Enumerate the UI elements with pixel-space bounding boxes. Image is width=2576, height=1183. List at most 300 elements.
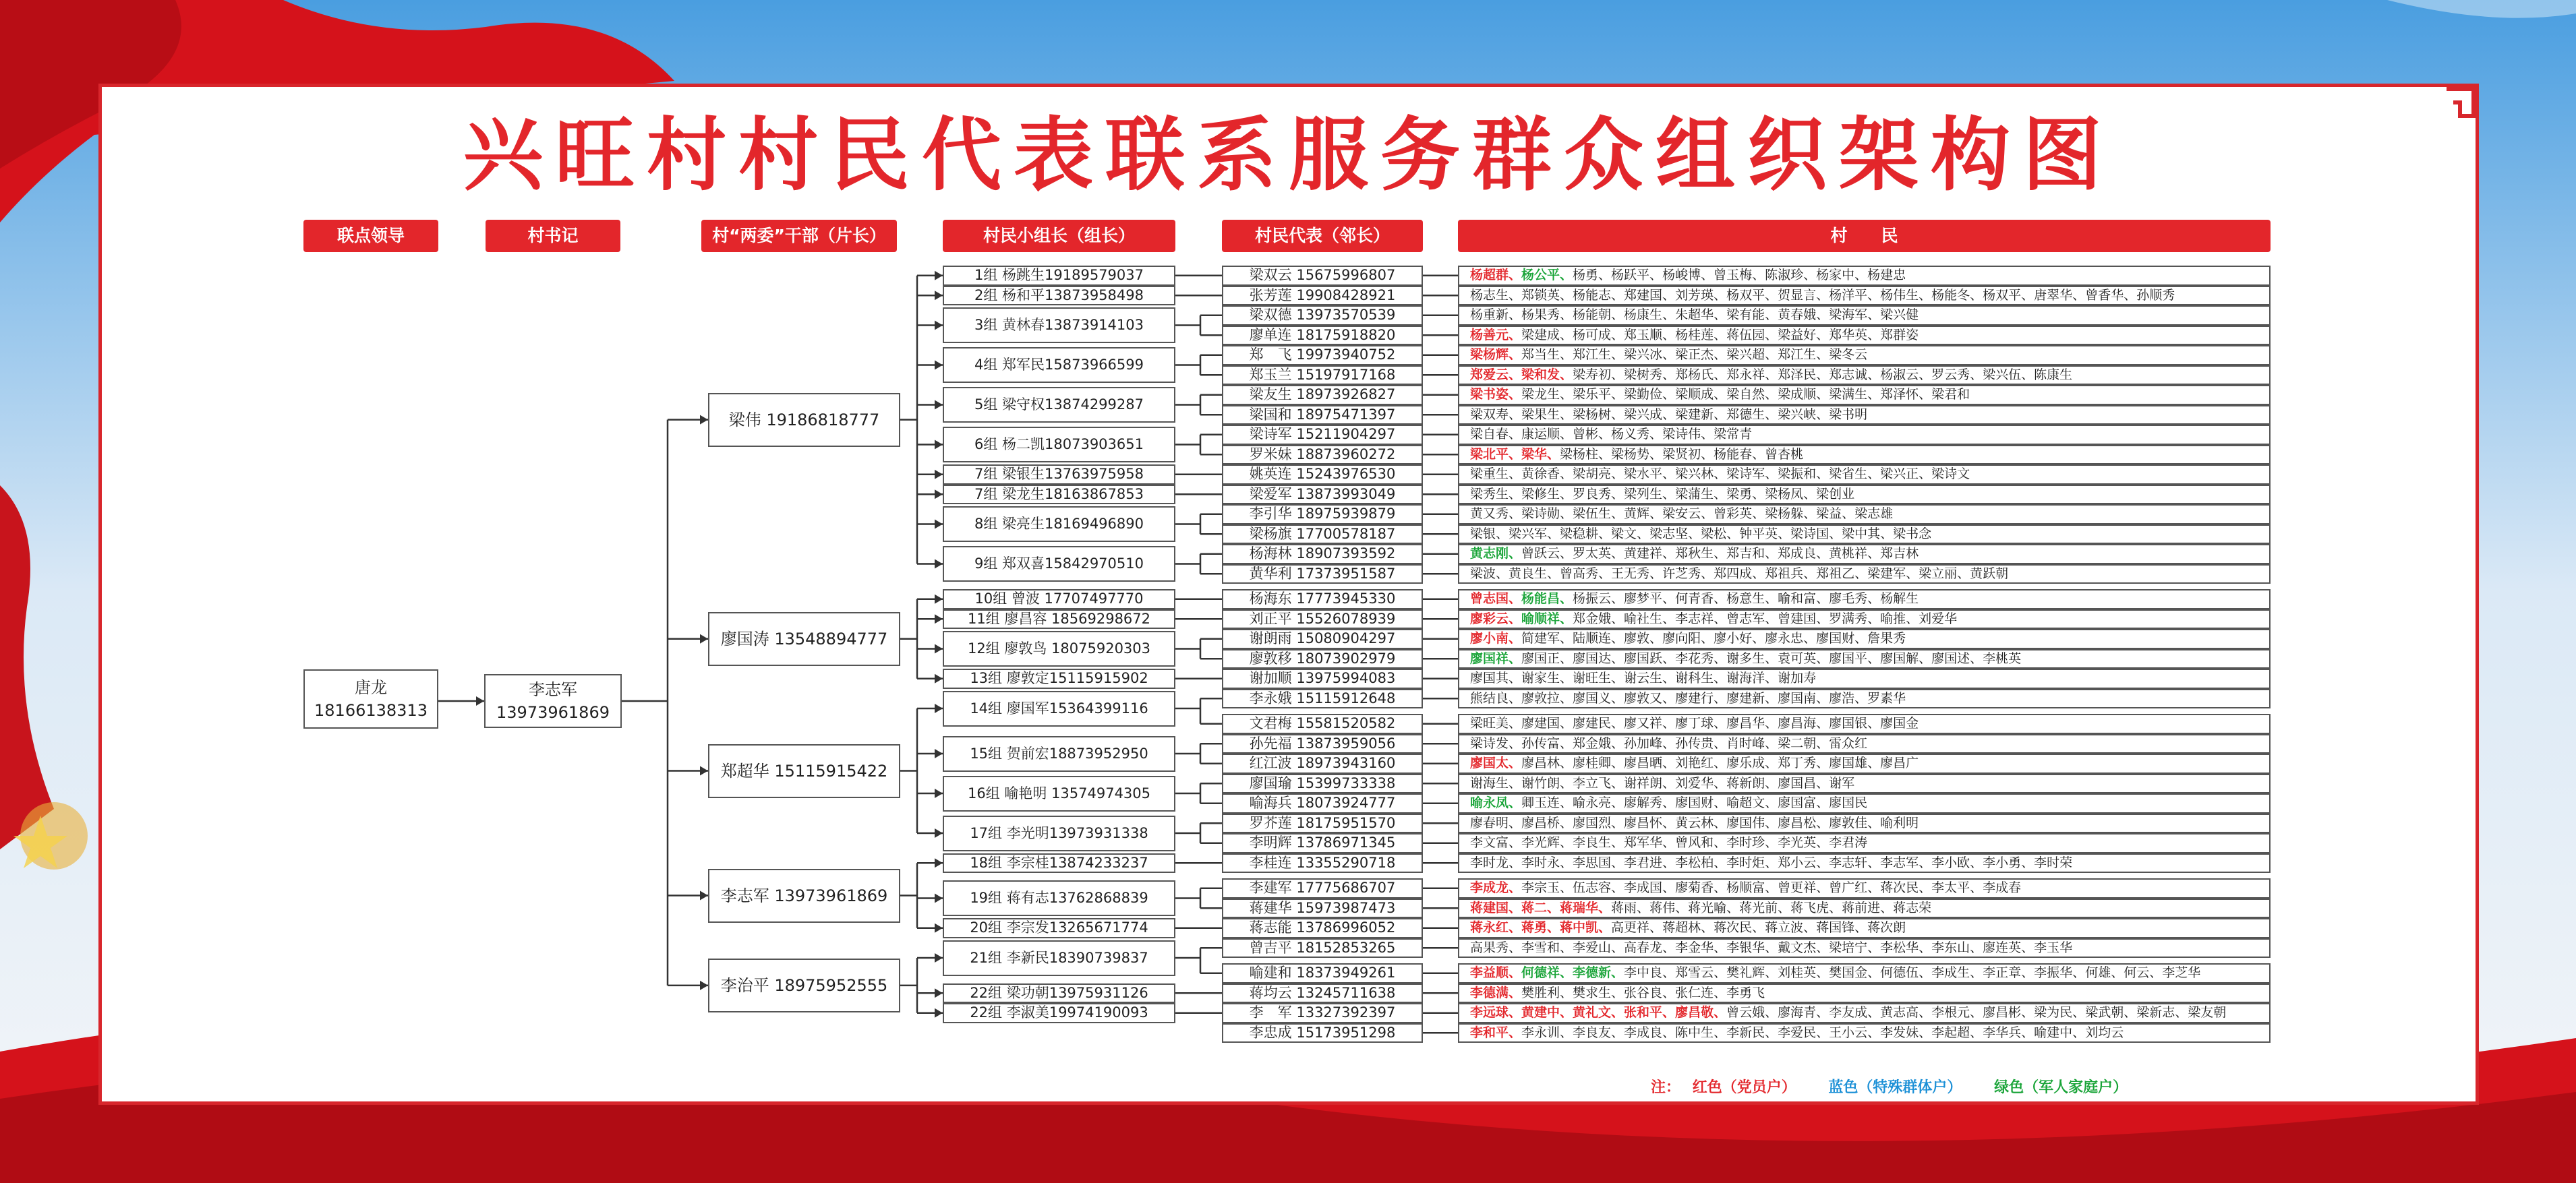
cadre-box: 李志军 13973961869	[708, 869, 900, 923]
resident-name: 李太平、	[1931, 880, 1983, 895]
residents-cell	[1458, 793, 2271, 814]
resident-name: 廖国昌、	[1778, 775, 1829, 791]
resident-name: 喻永凤、	[1470, 795, 1522, 810]
resident-name: 梁杨势、	[1611, 446, 1663, 462]
residents-cell	[1458, 938, 2271, 959]
resident-name: 王无秀、	[1611, 566, 1663, 581]
resident-name: 梁立丽、	[1919, 566, 1970, 581]
resident-name: 李成春	[1983, 880, 2022, 895]
resident-name: 梁满生、	[1829, 387, 1881, 402]
resident-name: 梁杨躲、	[1765, 506, 1817, 521]
representative-cell: 黄华利 17373951587	[1222, 564, 1423, 584]
resident-name: 杨振云、	[1573, 591, 1624, 606]
resident-name: 廖敦、	[1624, 631, 1663, 646]
resident-name: 廖国银、	[1829, 716, 1881, 731]
residents-cell	[1458, 544, 2271, 564]
resident-name: 黄云林、	[1675, 815, 1727, 830]
resident-name: 李爱山、	[1573, 940, 1624, 955]
resident-name: 廖国义、	[1573, 690, 1624, 706]
resident-name: 梁勇、	[1726, 486, 1765, 502]
representative-cell: 谢朗雨 15080904297	[1222, 629, 1423, 649]
resident-name: 蒋中凯、	[1560, 920, 1612, 935]
residents-cell	[1458, 629, 2271, 649]
resident-name: 李光英、	[1778, 835, 1829, 850]
resident-name: 郑金娥、	[1573, 611, 1624, 626]
resident-name: 黄辉、	[1624, 506, 1663, 521]
resident-name: 李永训、	[1521, 1025, 1573, 1040]
resident-name: 蒋次民、	[1714, 920, 1765, 935]
resident-name: 梁双寿、	[1470, 406, 1522, 422]
resident-name: 梁松、	[1701, 526, 1740, 541]
resident-name: 梁龙生、	[1521, 387, 1573, 402]
resident-name: 李时龙、	[1470, 855, 1522, 870]
group-leader-cell: 5组 梁守权13874299287	[943, 387, 1175, 423]
resident-name: 李芝华	[2162, 965, 2201, 980]
representative-cell: 喻海兵 18073924777	[1222, 793, 1423, 814]
resident-name: 樊胜利、	[1521, 985, 1573, 1000]
resident-name: 梁诗国、	[1790, 526, 1842, 541]
resident-name: 郑祖兵、	[1765, 566, 1817, 581]
resident-name: 樊求生、	[1573, 985, 1624, 1000]
resident-name: 简建军、	[1521, 631, 1573, 646]
resident-name: 梁二朝、	[1778, 735, 1829, 751]
resident-name: 杨解生	[1880, 591, 1919, 606]
resident-name: 杨洋平、	[1829, 287, 1881, 303]
resident-name: 刘芳瑛、	[1675, 287, 1727, 303]
resident-name: 袁可英、	[1778, 650, 1829, 666]
resident-name: 贺显言、	[1778, 287, 1829, 303]
resident-name: 梁创业	[1816, 486, 1855, 502]
resident-name: 郑泽民、	[1778, 367, 1829, 382]
resident-name: 喻推、	[1880, 611, 1919, 626]
resident-name: 李成良、	[1624, 1025, 1676, 1040]
representative-cell: 谢加顺 13975994083	[1222, 669, 1423, 689]
resident-name: 杨家中、	[1816, 268, 1868, 282]
arrow-head-icon	[935, 704, 943, 713]
resident-name: 郑秋生、	[1675, 546, 1727, 561]
representative-cell: 梁国和 18975471397	[1222, 405, 1423, 425]
residents-cell	[1458, 345, 2271, 365]
representative-cell: 梁双德 13973570539	[1222, 305, 1423, 326]
residents-cell	[1458, 1023, 2271, 1043]
resident-name: 蒋飞虎、	[1790, 900, 1842, 915]
resident-name: 廖建国、	[1521, 716, 1573, 731]
representative-cell: 廖敦移 18073902979	[1222, 649, 1423, 669]
resident-name: 樊国金、	[1829, 965, 1881, 980]
resident-name: 曾志国、	[1470, 591, 1522, 606]
residents-cell	[1458, 609, 2271, 630]
group-leader-cell: 3组 黄林春13873914103	[943, 307, 1175, 343]
representative-cell: 梁双云 15675996807	[1222, 266, 1423, 286]
resident-name: 梁银、	[1470, 526, 1509, 541]
resident-name: 黄春娥、	[1778, 307, 1829, 322]
legend-note	[1651, 1076, 2155, 1097]
group-leader-cell: 18组 李宗桂13874233237	[943, 853, 1175, 874]
representative-cell: 李建军 17775686707	[1222, 878, 1423, 899]
resident-name: 郑丁秀、	[1778, 756, 1829, 770]
resident-name: 廖建行、	[1675, 690, 1727, 706]
resident-name: 梁益、	[1816, 506, 1855, 521]
resident-name: 蒋伍园、	[1726, 327, 1778, 342]
note-blue: 蓝色（特殊群体户）	[1828, 1079, 1962, 1096]
representative-cell: 姚英连 15243976530	[1222, 464, 1423, 485]
resident-name: 梁胡亮、	[1573, 466, 1624, 481]
resident-name: 李立飞、	[1573, 775, 1624, 791]
resident-name: 梁华、	[1521, 446, 1560, 462]
representative-cell: 曾吉平 18152853265	[1222, 938, 1423, 959]
resident-name: 梁乐平、	[1573, 387, 1624, 402]
resident-name: 郑江生、	[1778, 347, 1829, 362]
resident-name: 廖浩、	[1829, 690, 1868, 706]
group-leader-cell: 14组 廖国军15364399116	[943, 691, 1175, 727]
resident-name: 廖昌广	[1880, 756, 1919, 770]
resident-name: 梁杨树、	[1573, 406, 1624, 422]
arrow-head-icon	[935, 988, 943, 998]
resident-name: 廖菊香、	[1675, 880, 1727, 895]
representative-cell: 蒋建华 15973987473	[1222, 899, 1423, 919]
resident-name: 梁诗文	[1931, 466, 1970, 481]
group-leader-cell: 12组 廖敦鸟 18075920303	[943, 631, 1175, 667]
resident-name: 李时永、	[1521, 855, 1573, 870]
group-leader-cell: 8组 梁亮生18169496890	[943, 506, 1175, 542]
resident-name: 李和平、	[1470, 1025, 1522, 1040]
representative-cell: 孙先福 13873959056	[1222, 734, 1423, 754]
resident-name: 伍志容、	[1573, 880, 1624, 895]
arrow-head-icon	[935, 749, 943, 758]
arrow-head-icon	[935, 674, 943, 684]
resident-name: 肖时峰、	[1726, 735, 1778, 751]
resident-name: 梁志坚、	[1649, 526, 1701, 541]
resident-name: 梁秀生、	[1470, 486, 1522, 502]
resident-name: 杨善元、	[1470, 327, 1522, 342]
page-title: 兴旺村村民代表联系服务群众组织架构图	[463, 109, 2114, 202]
resident-name: 曾跃云、	[1521, 546, 1573, 561]
resident-name: 李发妹、	[1880, 1025, 1932, 1040]
residents-cell	[1458, 1003, 2271, 1023]
resident-name: 杨峻博、	[1662, 268, 1714, 282]
group-leader-cell: 22组 梁功朝13975931126	[943, 983, 1175, 1004]
resident-name: 廖昌怀、	[1624, 815, 1676, 830]
resident-name: 李雪和、	[1521, 940, 1573, 955]
resident-name: 梁自春、	[1470, 427, 1522, 442]
arrow-head-icon	[935, 489, 943, 499]
resident-name: 郑爱云、	[1470, 367, 1522, 382]
liaison-leader-box	[303, 669, 438, 729]
leader-name: 唐龙	[355, 678, 387, 697]
resident-name: 郑德生、	[1726, 406, 1778, 422]
resident-name: 梁自然、	[1726, 387, 1778, 402]
resident-name: 蒋勇、	[1521, 920, 1560, 935]
residents-cell	[1458, 485, 2271, 505]
residents-cell	[1458, 365, 2271, 386]
resident-name: 郑华英、	[1829, 327, 1881, 342]
cadre-box: 郑超华 15115915422	[708, 744, 900, 798]
group-leader-cell: 21组 李新民18390739837	[943, 940, 1175, 976]
arrow-head-icon	[935, 953, 943, 963]
resident-name: 曾风和、	[1675, 835, 1727, 850]
resident-name: 高春龙、	[1624, 940, 1676, 955]
resident-name: 刘爱华	[1919, 611, 1958, 626]
resident-name: 黄桃祥、	[1829, 546, 1881, 561]
resident-name: 李银华、	[1726, 940, 1778, 955]
resident-name: 廖昌桥、	[1521, 815, 1573, 830]
resident-name: 杨康生、	[1624, 307, 1676, 322]
resident-name: 廖昌敬、	[1675, 1005, 1727, 1020]
resident-name: 郑建国、	[1624, 287, 1676, 303]
resident-name: 熊结良、	[1470, 690, 1522, 706]
residents-cell	[1458, 589, 2271, 609]
resident-name: 梁树秀、	[1624, 367, 1676, 382]
arrow-head-icon	[935, 789, 943, 798]
resident-name: 何德祥、	[1521, 965, 1573, 980]
resident-name: 谢云生、	[1624, 671, 1676, 686]
resident-name: 蒋立波、	[1765, 920, 1817, 935]
resident-name: 罗良秀、	[1573, 486, 1624, 502]
resident-name: 廖国财、	[1816, 631, 1868, 646]
residents-cell	[1458, 714, 2271, 734]
resident-name: 郑雪云、	[1675, 965, 1727, 980]
resident-name: 郑杨氏、	[1675, 367, 1727, 382]
arrow-head-icon	[935, 470, 943, 479]
residents-cell	[1458, 425, 2271, 445]
resident-name: 黄礼文、	[1573, 1005, 1624, 1020]
resident-name: 蒋次朗	[1867, 920, 1906, 935]
resident-name: 梁寿初、	[1573, 367, 1624, 382]
resident-name: 李良友、	[1573, 1025, 1624, 1040]
representative-cell: 梁爱军 13873993049	[1222, 485, 1423, 505]
resident-name: 卿玉连、	[1521, 795, 1573, 810]
resident-name: 李时炬、	[1726, 855, 1778, 870]
resident-name: 黄徐香、	[1521, 466, 1573, 481]
resident-name: 罗满秀、	[1829, 611, 1881, 626]
resident-name: 梁兴伍、	[1983, 367, 2035, 382]
resident-name: 廖昌彬、	[1983, 1005, 2035, 1020]
resident-name: 王小云、	[1829, 1025, 1881, 1040]
resident-name: 廖国太、	[1470, 756, 1522, 770]
resident-name: 李勇飞	[1726, 985, 1765, 1000]
leader-phone: 18166138313	[314, 701, 428, 720]
resident-name: 梁兴林、	[1675, 466, 1727, 481]
residents-cell	[1458, 504, 2271, 524]
group-leader-cell: 20组 李宗发13265671774	[943, 918, 1175, 938]
resident-name: 杨桂莲、	[1675, 327, 1727, 342]
resident-name: 廖国跃、	[1624, 650, 1676, 666]
resident-name: 李成生、	[1931, 965, 1983, 980]
resident-name: 廖国财、	[1675, 795, 1727, 810]
resident-name: 张仁连、	[1675, 985, 1727, 1000]
resident-name: 郑泽怀、	[1880, 387, 1932, 402]
representative-cell: 梁友生 18973926827	[1222, 385, 1423, 405]
resident-name: 梁稳耕、	[1560, 526, 1612, 541]
resident-name: 蒋永红、	[1470, 920, 1522, 935]
resident-name: 樊礼辉、	[1726, 965, 1778, 980]
resident-name: 杨可成、	[1573, 327, 1624, 342]
resident-name: 梁修生、	[1521, 486, 1573, 502]
resident-name: 梁重生、	[1470, 466, 1522, 481]
resident-name: 罗云秀、	[1931, 367, 1983, 382]
secretary-phone: 13973961869	[496, 703, 610, 722]
resident-name: 蒋超林、	[1662, 920, 1714, 935]
resident-name: 李益顺、	[1470, 965, 1522, 980]
resident-name: 李成龙、	[1470, 880, 1522, 895]
residents-cell	[1458, 853, 2271, 874]
resident-name: 李正章、	[1983, 965, 2035, 980]
residents-cell	[1458, 734, 2271, 754]
resident-name: 罗太英、	[1573, 546, 1624, 561]
resident-name: 杨能志、	[1573, 287, 1624, 303]
resident-name: 李远球、	[1470, 1005, 1522, 1020]
resident-name: 李德新、	[1573, 965, 1624, 980]
resident-name: 梁书姿、	[1470, 387, 1522, 402]
residents-cell	[1458, 963, 2271, 983]
resident-name: 廖昌林、	[1521, 756, 1573, 770]
resident-name: 曾杏桃	[1765, 446, 1804, 462]
residents-cell	[1458, 983, 2271, 1004]
resident-name: 李中良、	[1624, 965, 1676, 980]
resident-name: 蒋伟、	[1649, 900, 1689, 915]
resident-name: 李思国、	[1573, 855, 1624, 870]
residents-cell	[1458, 899, 2271, 919]
group-leader-cell: 9组 郑双喜15842970510	[943, 546, 1175, 582]
cadre-box: 廖国涛 13548894777	[708, 612, 900, 666]
arrow-head-icon	[700, 415, 708, 425]
resident-name: 梁省生、	[1829, 466, 1881, 481]
resident-name: 喻永亮、	[1573, 795, 1624, 810]
resident-name: 廖敦拉、	[1521, 690, 1573, 706]
resident-name: 廖国烈、	[1573, 815, 1624, 830]
resident-name: 蒋志荣	[1893, 900, 1932, 915]
resident-name: 梁君和	[1931, 387, 1970, 402]
resident-name: 杨能春、	[1714, 446, 1765, 462]
arrow-head-icon	[935, 894, 943, 903]
arrow-head-icon	[935, 923, 943, 933]
resident-name: 廖敦又、	[1624, 690, 1676, 706]
arrow-head-icon	[935, 595, 943, 604]
resident-name: 谢多生、	[1726, 650, 1778, 666]
resident-name: 郑锁英、	[1521, 287, 1573, 303]
arrow-head-icon	[700, 766, 708, 776]
resident-name: 孙加峰、	[1624, 735, 1676, 751]
resident-name: 廖小好、	[1714, 631, 1765, 646]
resident-name: 曾彩英、	[1714, 506, 1765, 521]
resident-name: 杨义秀、	[1611, 427, 1663, 442]
resident-name: 梁书明	[1829, 406, 1868, 422]
resident-name: 杨公平、	[1521, 268, 1573, 282]
representative-cell: 李引华 18975939879	[1222, 504, 1423, 524]
representative-cell: 杨海林 18907393592	[1222, 544, 1423, 564]
resident-name: 雷众红	[1829, 735, 1868, 751]
residents-cell	[1458, 326, 2271, 346]
resident-name: 谢旺生、	[1573, 671, 1624, 686]
note-red: 红色（党员户）	[1692, 1079, 1796, 1096]
resident-name: 杨勇、	[1573, 268, 1612, 282]
resident-name: 曾彬、	[1573, 427, 1612, 442]
resident-name: 李时珍、	[1726, 835, 1778, 850]
resident-name: 李文富、	[1470, 835, 1522, 850]
resident-name: 梁顺成、	[1675, 387, 1727, 402]
arrow-head-icon	[935, 559, 943, 569]
resident-name: 梁兴军、	[1509, 526, 1560, 541]
resident-name: 李友成、	[1829, 1005, 1881, 1020]
resident-name: 黄建祥、	[1624, 546, 1676, 561]
resident-name: 谢海洋、	[1726, 671, 1778, 686]
resident-name: 梁常青	[1714, 427, 1753, 442]
resident-name: 梁冬云	[1829, 347, 1868, 362]
resident-name: 杨双平、	[1726, 287, 1778, 303]
arrow-head-icon	[935, 614, 943, 624]
resident-name: 杨能朝、	[1573, 307, 1624, 322]
resident-name: 谢科生、	[1675, 671, 1727, 686]
arrow-head-icon	[700, 634, 708, 644]
resident-name: 黄跃朝	[1970, 566, 2009, 581]
residents-cell	[1458, 305, 2271, 326]
resident-name: 黄志刚、	[1470, 546, 1522, 561]
header-village-secretary: 村书记	[486, 220, 620, 252]
resident-name: 廖建民、	[1573, 716, 1624, 731]
resident-name: 杨建忠	[1867, 268, 1906, 282]
resident-name: 李金华、	[1675, 940, 1727, 955]
village-secretary-box	[484, 674, 622, 728]
resident-name: 杨意生、	[1726, 591, 1778, 606]
resident-name: 郑当生、	[1521, 347, 1573, 362]
residents-cell	[1458, 878, 2271, 899]
resident-name: 廖毛秀、	[1829, 591, 1881, 606]
resident-name: 廖乐成、	[1726, 756, 1778, 770]
resident-name: 梁志雄	[1854, 506, 1894, 521]
resident-name: 杨重新、	[1470, 307, 1522, 322]
residents-cell	[1458, 286, 2271, 306]
resident-name: 曾香华、	[2085, 287, 2137, 303]
resident-name: 廖国民	[1829, 795, 1868, 810]
resident-name: 钟平英、	[1739, 526, 1791, 541]
resident-name: 李成国、	[1624, 880, 1676, 895]
resident-name: 李小勇、	[1983, 855, 2035, 870]
representative-cell: 文君梅 15581520582	[1222, 714, 1423, 734]
resident-name: 梁有能、	[1726, 307, 1778, 322]
resident-name: 李桃英	[1983, 650, 2022, 666]
representative-cell: 罗米妹 18873960272	[1222, 445, 1423, 465]
representative-cell: 梁杨旗 17700578187	[1222, 524, 1423, 545]
resident-name: 廖建新、	[1726, 690, 1778, 706]
resident-name: 蒋二、	[1521, 900, 1560, 915]
resident-name: 廖国伟、	[1726, 815, 1778, 830]
resident-name: 谢军	[1829, 775, 1855, 791]
resident-name: 梁新志、	[2136, 1005, 2188, 1020]
resident-name: 李时荣	[2034, 855, 2073, 870]
resident-name: 廖国南、	[1778, 690, 1829, 706]
resident-name: 李小欧、	[1931, 855, 1983, 870]
resident-name: 孙传富、	[1521, 735, 1573, 751]
resident-name: 曾广红、	[1829, 880, 1881, 895]
resident-name: 廖国雄、	[1829, 756, 1881, 770]
group-leader-cell: 19组 蒋有志13762868839	[943, 880, 1175, 916]
resident-name: 康运顺、	[1521, 427, 1573, 442]
cadre-box: 梁伟 19186818777	[708, 393, 900, 447]
representative-cell: 李永娥 15115912648	[1222, 689, 1423, 709]
resident-name: 廖国正、	[1521, 650, 1573, 666]
resident-name: 喻社生、	[1624, 611, 1676, 626]
resident-name: 郑四成、	[1714, 566, 1765, 581]
resident-name: 李君进、	[1624, 855, 1676, 870]
resident-name: 梁兴冰、	[1624, 347, 1676, 362]
header-liaison-leader: 联点领导	[303, 220, 438, 252]
resident-name: 郑成良、	[1778, 546, 1829, 561]
resident-name: 谢加寿	[1778, 671, 1817, 686]
resident-name: 廖昌海、	[1778, 716, 1829, 731]
resident-name: 廖国达、	[1573, 650, 1624, 666]
resident-name: 谢竹朗、	[1521, 775, 1573, 791]
resident-name: 梁为民、	[2034, 1005, 2086, 1020]
